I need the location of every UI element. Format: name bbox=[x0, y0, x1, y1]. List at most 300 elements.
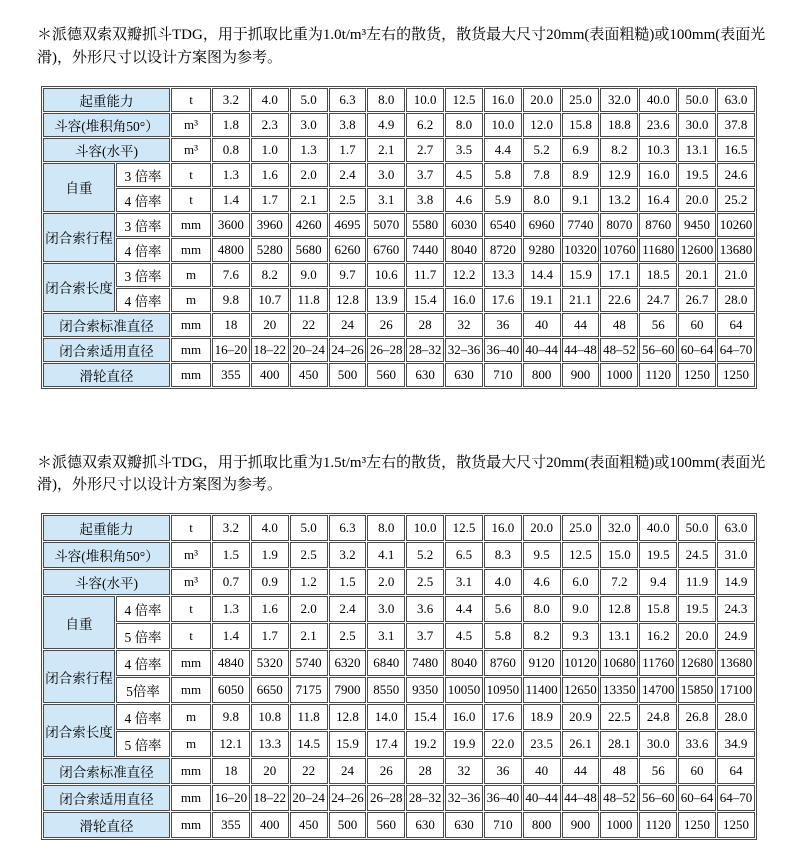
value-cell: 2.1 bbox=[290, 188, 328, 212]
value-cell: 9.3 bbox=[562, 623, 600, 649]
value-cell: 24–26 bbox=[329, 338, 367, 362]
value-cell: 22 bbox=[290, 313, 328, 337]
value-cell: 8720 bbox=[484, 238, 522, 262]
spec-table-body bbox=[43, 515, 755, 838]
unit-cell: mm bbox=[171, 238, 211, 262]
value-cell: 24–26 bbox=[329, 785, 367, 811]
value-cell: 6.5 bbox=[445, 542, 483, 568]
value-cell: 17.1 bbox=[600, 263, 638, 287]
table-row bbox=[43, 758, 755, 784]
value-cell: 12.5 bbox=[445, 88, 483, 112]
value-cell: 36 bbox=[484, 313, 522, 337]
value-cell: 4.9 bbox=[367, 113, 405, 137]
value-cell: 15.9 bbox=[562, 263, 600, 287]
value-cell: 630 bbox=[406, 812, 444, 838]
value-cell: 5580 bbox=[406, 213, 444, 237]
value-cell: 16.0 bbox=[445, 704, 483, 730]
value-cell: 20 bbox=[251, 313, 289, 337]
value-cell: 10050 bbox=[445, 677, 483, 703]
unit-cell: m³ bbox=[171, 113, 211, 137]
value-cell: 22.6 bbox=[600, 288, 638, 312]
value-cell: 900 bbox=[562, 812, 600, 838]
value-cell: 5.8 bbox=[484, 623, 522, 649]
row-label: 自重 bbox=[43, 596, 115, 649]
value-cell: 5680 bbox=[290, 238, 328, 262]
value-cell: 24 bbox=[329, 758, 367, 784]
value-cell: 56 bbox=[639, 313, 677, 337]
table-row bbox=[43, 569, 755, 595]
table-row bbox=[43, 731, 755, 757]
value-cell: 17.6 bbox=[484, 704, 522, 730]
value-cell: 24.5 bbox=[678, 542, 716, 568]
row-sublabel: 4 倍率 bbox=[116, 188, 170, 212]
value-cell: 26 bbox=[367, 313, 405, 337]
row-sublabel: 5 倍率 bbox=[116, 623, 170, 649]
value-cell: 3.0 bbox=[367, 596, 405, 622]
value-cell: 2.5 bbox=[290, 542, 328, 568]
value-cell: 10.3 bbox=[639, 138, 677, 162]
value-cell: 10680 bbox=[600, 650, 638, 676]
value-cell: 355 bbox=[212, 812, 250, 838]
value-cell: 3.2 bbox=[212, 515, 250, 541]
value-cell: 8760 bbox=[639, 213, 677, 237]
value-cell: 12650 bbox=[562, 677, 600, 703]
table-row bbox=[43, 263, 755, 287]
value-cell: 2.3 bbox=[251, 113, 289, 137]
value-cell: 1.8 bbox=[212, 113, 250, 137]
value-cell: 2.4 bbox=[329, 596, 367, 622]
value-cell: 22.0 bbox=[484, 731, 522, 757]
value-cell: 400 bbox=[251, 812, 289, 838]
value-cell: 17.6 bbox=[484, 288, 522, 312]
value-cell: 3.0 bbox=[290, 113, 328, 137]
value-cell: 28–32 bbox=[406, 785, 444, 811]
value-cell: 26.7 bbox=[678, 288, 716, 312]
value-cell: 7740 bbox=[562, 213, 600, 237]
value-cell: 5.0 bbox=[290, 88, 328, 112]
value-cell: 15.4 bbox=[406, 704, 444, 730]
value-cell: 16.0 bbox=[484, 88, 522, 112]
row-label: 起重能力 bbox=[43, 515, 170, 541]
value-cell: 12680 bbox=[678, 650, 716, 676]
value-cell: 6540 bbox=[484, 213, 522, 237]
value-cell: 12.5 bbox=[562, 542, 600, 568]
value-cell: 8070 bbox=[600, 213, 638, 237]
row-sublabel: 5 倍率 bbox=[116, 731, 170, 757]
value-cell: 10.7 bbox=[251, 288, 289, 312]
row-sublabel: 4 倍率 bbox=[116, 650, 170, 676]
value-cell: 4.1 bbox=[367, 542, 405, 568]
value-cell: 2.0 bbox=[290, 596, 328, 622]
value-cell: 15.4 bbox=[406, 288, 444, 312]
value-cell: 4.4 bbox=[484, 138, 522, 162]
value-cell: 6320 bbox=[329, 650, 367, 676]
table-row bbox=[43, 596, 755, 622]
value-cell: 20.0 bbox=[678, 623, 716, 649]
value-cell: 44–48 bbox=[562, 785, 600, 811]
value-cell: 5.2 bbox=[523, 138, 561, 162]
table-row bbox=[43, 288, 755, 312]
value-cell: 450 bbox=[290, 363, 328, 387]
value-cell: 16.0 bbox=[639, 163, 677, 187]
unit-cell: mm bbox=[171, 363, 211, 387]
value-cell: 28 bbox=[406, 758, 444, 784]
value-cell: 2.7 bbox=[406, 138, 444, 162]
value-cell: 44–48 bbox=[562, 338, 600, 362]
value-cell: 1.3 bbox=[212, 163, 250, 187]
value-cell: 18.5 bbox=[639, 263, 677, 287]
row-label: 闭合索适用直径 bbox=[43, 785, 170, 811]
value-cell: 32–36 bbox=[445, 338, 483, 362]
value-cell: 16–20 bbox=[212, 338, 250, 362]
value-cell: 9.7 bbox=[329, 263, 367, 287]
value-cell: 32 bbox=[445, 313, 483, 337]
value-cell: 3.1 bbox=[367, 188, 405, 212]
unit-cell: mm bbox=[171, 313, 211, 337]
value-cell: 20–24 bbox=[290, 785, 328, 811]
value-cell: 5.0 bbox=[290, 515, 328, 541]
value-cell: 4.4 bbox=[445, 596, 483, 622]
value-cell: 3.2 bbox=[329, 542, 367, 568]
value-cell: 19.1 bbox=[523, 288, 561, 312]
value-cell: 14.9 bbox=[717, 569, 755, 595]
value-cell: 48 bbox=[600, 313, 638, 337]
row-sublabel: 3 倍率 bbox=[116, 213, 170, 237]
table-row bbox=[43, 88, 755, 112]
value-cell: 12600 bbox=[678, 238, 716, 262]
value-cell: 19.5 bbox=[678, 163, 716, 187]
value-cell: 10.0 bbox=[406, 88, 444, 112]
value-cell: 17.4 bbox=[367, 731, 405, 757]
value-cell: 1.4 bbox=[212, 188, 250, 212]
value-cell: 13.2 bbox=[600, 188, 638, 212]
unit-cell: t bbox=[171, 163, 211, 187]
value-cell: 40 bbox=[523, 758, 561, 784]
value-cell: 36 bbox=[484, 758, 522, 784]
value-cell: 1.0 bbox=[251, 138, 289, 162]
value-cell: 1.5 bbox=[329, 569, 367, 595]
value-cell: 710 bbox=[484, 812, 522, 838]
value-cell: 28.1 bbox=[600, 731, 638, 757]
table-row bbox=[43, 542, 755, 568]
unit-cell: m bbox=[171, 288, 211, 312]
row-label: 斗容(堆积角50°） bbox=[43, 542, 170, 568]
value-cell: 7.2 bbox=[600, 569, 638, 595]
value-cell: 560 bbox=[367, 363, 405, 387]
value-cell: 2.1 bbox=[367, 138, 405, 162]
value-cell: 1000 bbox=[600, 812, 638, 838]
value-cell: 16–20 bbox=[212, 785, 250, 811]
value-cell: 32.0 bbox=[600, 88, 638, 112]
value-cell: 8.2 bbox=[251, 263, 289, 287]
value-cell: 13680 bbox=[717, 238, 755, 262]
value-cell: 14.0 bbox=[367, 704, 405, 730]
value-cell: 2.5 bbox=[406, 569, 444, 595]
value-cell: 3.8 bbox=[329, 113, 367, 137]
value-cell: 3.1 bbox=[367, 623, 405, 649]
value-cell: 1.5 bbox=[212, 542, 250, 568]
value-cell: 1000 bbox=[600, 363, 638, 387]
value-cell: 5320 bbox=[251, 650, 289, 676]
value-cell: 1.9 bbox=[251, 542, 289, 568]
unit-cell: m bbox=[171, 263, 211, 287]
value-cell: 13.1 bbox=[678, 138, 716, 162]
value-cell: 28.0 bbox=[717, 288, 755, 312]
value-cell: 7900 bbox=[329, 677, 367, 703]
value-cell: 36–40 bbox=[484, 785, 522, 811]
value-cell: 3.2 bbox=[212, 88, 250, 112]
value-cell: 12.8 bbox=[600, 596, 638, 622]
value-cell: 32.0 bbox=[600, 515, 638, 541]
value-cell: 6840 bbox=[367, 650, 405, 676]
row-sublabel: 4 倍率 bbox=[116, 704, 170, 730]
value-cell: 40.0 bbox=[639, 515, 677, 541]
value-cell: 9.0 bbox=[290, 263, 328, 287]
value-cell: 4.0 bbox=[484, 569, 522, 595]
value-cell: 2.0 bbox=[290, 163, 328, 187]
value-cell: 18 bbox=[212, 313, 250, 337]
value-cell: 24.3 bbox=[717, 596, 755, 622]
row-label: 闭合索行程 bbox=[43, 213, 115, 262]
value-cell: 8.0 bbox=[367, 515, 405, 541]
value-cell: 1250 bbox=[678, 363, 716, 387]
value-cell: 40 bbox=[523, 313, 561, 337]
value-cell: 3.8 bbox=[406, 188, 444, 212]
value-cell: 11.8 bbox=[290, 704, 328, 730]
row-label: 闭合索长度 bbox=[43, 263, 115, 312]
row-sublabel: 4 倍率 bbox=[116, 238, 170, 262]
value-cell: 9.4 bbox=[639, 569, 677, 595]
value-cell: 10.8 bbox=[251, 704, 289, 730]
table-row bbox=[43, 650, 755, 676]
table-row bbox=[43, 163, 755, 187]
value-cell: 14.5 bbox=[290, 731, 328, 757]
value-cell: 4.0 bbox=[251, 88, 289, 112]
value-cell: 6.3 bbox=[329, 88, 367, 112]
value-cell: 2.5 bbox=[329, 623, 367, 649]
row-label: 斗容(堆积角50°） bbox=[43, 113, 170, 137]
value-cell: 8040 bbox=[445, 238, 483, 262]
value-cell: 8.0 bbox=[523, 596, 561, 622]
table-row bbox=[43, 213, 755, 237]
value-cell: 8760 bbox=[484, 650, 522, 676]
value-cell: 25.0 bbox=[562, 515, 600, 541]
row-sublabel: 5倍率 bbox=[116, 677, 170, 703]
value-cell: 15.0 bbox=[600, 542, 638, 568]
value-cell: 18 bbox=[212, 758, 250, 784]
value-cell: 11680 bbox=[639, 238, 677, 262]
unit-cell: mm bbox=[171, 677, 211, 703]
value-cell: 0.9 bbox=[251, 569, 289, 595]
value-cell: 12.8 bbox=[329, 288, 367, 312]
value-cell: 10760 bbox=[600, 238, 638, 262]
unit-cell: m bbox=[171, 704, 211, 730]
unit-cell: m³ bbox=[171, 542, 211, 568]
value-cell: 13.1 bbox=[600, 623, 638, 649]
value-cell: 9.0 bbox=[562, 596, 600, 622]
unit-cell: mm bbox=[171, 650, 211, 676]
value-cell: 18–22 bbox=[251, 338, 289, 362]
value-cell: 6050 bbox=[212, 677, 250, 703]
value-cell: 4840 bbox=[212, 650, 250, 676]
value-cell: 64–70 bbox=[717, 785, 755, 811]
table-row bbox=[43, 138, 755, 162]
value-cell: 25.2 bbox=[717, 188, 755, 212]
value-cell: 1.2 bbox=[290, 569, 328, 595]
value-cell: 710 bbox=[484, 363, 522, 387]
value-cell: 5280 bbox=[251, 238, 289, 262]
value-cell: 8.9 bbox=[562, 163, 600, 187]
value-cell: 6.0 bbox=[562, 569, 600, 595]
unit-cell: mm bbox=[171, 338, 211, 362]
value-cell: 6.2 bbox=[406, 113, 444, 137]
value-cell: 48 bbox=[600, 758, 638, 784]
value-cell: 1.4 bbox=[212, 623, 250, 649]
value-cell: 36–40 bbox=[484, 338, 522, 362]
value-cell: 355 bbox=[212, 363, 250, 387]
value-cell: 20–24 bbox=[290, 338, 328, 362]
value-cell: 500 bbox=[329, 812, 367, 838]
value-cell: 8.0 bbox=[367, 88, 405, 112]
value-cell: 32 bbox=[445, 758, 483, 784]
value-cell: 28 bbox=[406, 313, 444, 337]
value-cell: 26–28 bbox=[367, 338, 405, 362]
table-row bbox=[43, 704, 755, 730]
value-cell: 22 bbox=[290, 758, 328, 784]
value-cell: 15.9 bbox=[329, 731, 367, 757]
value-cell: 6960 bbox=[523, 213, 561, 237]
value-cell: 12.1 bbox=[212, 731, 250, 757]
value-cell: 16.2 bbox=[639, 623, 677, 649]
unit-cell: t bbox=[171, 623, 211, 649]
value-cell: 1.7 bbox=[329, 138, 367, 162]
value-cell: 14700 bbox=[639, 677, 677, 703]
value-cell: 6.9 bbox=[562, 138, 600, 162]
value-cell: 11400 bbox=[523, 677, 561, 703]
value-cell: 5.9 bbox=[484, 188, 522, 212]
value-cell: 26.1 bbox=[562, 731, 600, 757]
value-cell: 4.5 bbox=[445, 163, 483, 187]
value-cell: 24.6 bbox=[717, 163, 755, 187]
value-cell: 800 bbox=[523, 812, 561, 838]
table-row bbox=[43, 363, 755, 387]
unit-cell: mm bbox=[171, 785, 211, 811]
table-row bbox=[43, 188, 755, 212]
value-cell: 11.8 bbox=[290, 288, 328, 312]
value-cell: 20.0 bbox=[523, 88, 561, 112]
value-cell: 17100 bbox=[717, 677, 755, 703]
value-cell: 1.7 bbox=[251, 623, 289, 649]
value-cell: 12.9 bbox=[600, 163, 638, 187]
value-cell: 44 bbox=[562, 758, 600, 784]
value-cell: 16.4 bbox=[639, 188, 677, 212]
unit-cell: m³ bbox=[171, 138, 211, 162]
value-cell: 10.6 bbox=[367, 263, 405, 287]
value-cell: 9450 bbox=[678, 213, 716, 237]
value-cell: 13680 bbox=[717, 650, 755, 676]
value-cell: 9.5 bbox=[523, 542, 561, 568]
value-cell: 500 bbox=[329, 363, 367, 387]
value-cell: 56–60 bbox=[639, 338, 677, 362]
value-cell: 64 bbox=[717, 313, 755, 337]
row-label: 斗容(水平) bbox=[43, 138, 170, 162]
value-cell: 9.8 bbox=[212, 288, 250, 312]
value-cell: 6260 bbox=[329, 238, 367, 262]
row-sublabel: 3 倍率 bbox=[116, 263, 170, 287]
value-cell: 4695 bbox=[329, 213, 367, 237]
value-cell: 1.3 bbox=[212, 596, 250, 622]
value-cell: 3.7 bbox=[406, 163, 444, 187]
value-cell: 7440 bbox=[406, 238, 444, 262]
value-cell: 8550 bbox=[367, 677, 405, 703]
row-label: 斗容(水平) bbox=[43, 569, 170, 595]
value-cell: 20.9 bbox=[562, 704, 600, 730]
value-cell: 10260 bbox=[717, 213, 755, 237]
value-cell: 10.0 bbox=[406, 515, 444, 541]
value-cell: 26 bbox=[367, 758, 405, 784]
value-cell: 7.6 bbox=[212, 263, 250, 287]
row-label: 闭合索标准直径 bbox=[43, 758, 170, 784]
value-cell: 9.1 bbox=[562, 188, 600, 212]
unit-cell: mm bbox=[171, 758, 211, 784]
value-cell: 16.0 bbox=[445, 288, 483, 312]
value-cell: 450 bbox=[290, 812, 328, 838]
value-cell: 18.8 bbox=[600, 113, 638, 137]
value-cell: 60 bbox=[678, 758, 716, 784]
value-cell: 7480 bbox=[406, 650, 444, 676]
value-cell: 48–52 bbox=[600, 338, 638, 362]
value-cell: 5070 bbox=[367, 213, 405, 237]
value-cell: 31.0 bbox=[717, 542, 755, 568]
value-cell: 40.0 bbox=[639, 88, 677, 112]
row-sublabel: 3 倍率 bbox=[116, 163, 170, 187]
value-cell: 16.5 bbox=[717, 138, 755, 162]
value-cell: 10.0 bbox=[484, 113, 522, 137]
value-cell: 24.8 bbox=[639, 704, 677, 730]
intro-paragraph-1: ＊派德双索双瓣抓斗TDG，用于抓取比重为1.0t/m³左右的散货，散货最大尺寸20mm(表面粗糙)或100mm(表面光滑)，外形尺寸以设计方案图为参考。 bbox=[37, 27, 766, 66]
value-cell: 8.3 bbox=[484, 542, 522, 568]
value-cell: 32–36 bbox=[445, 785, 483, 811]
unit-cell: m bbox=[171, 731, 211, 757]
value-cell: 7175 bbox=[290, 677, 328, 703]
value-cell: 20 bbox=[251, 758, 289, 784]
value-cell: 13.9 bbox=[367, 288, 405, 312]
value-cell: 3960 bbox=[251, 213, 289, 237]
spec-table-body bbox=[43, 88, 755, 387]
table-row bbox=[43, 623, 755, 649]
value-cell: 630 bbox=[445, 812, 483, 838]
value-cell: 5740 bbox=[290, 650, 328, 676]
value-cell: 9280 bbox=[523, 238, 561, 262]
value-cell: 23.6 bbox=[639, 113, 677, 137]
value-cell: 50.0 bbox=[678, 515, 716, 541]
value-cell: 11760 bbox=[639, 650, 677, 676]
value-cell: 48–52 bbox=[600, 785, 638, 811]
row-sublabel: 4 倍率 bbox=[116, 596, 170, 622]
table-row bbox=[43, 238, 755, 262]
value-cell: 4260 bbox=[290, 213, 328, 237]
value-cell: 60–64 bbox=[678, 785, 716, 811]
value-cell: 20.0 bbox=[523, 515, 561, 541]
value-cell: 1.3 bbox=[290, 138, 328, 162]
value-cell: 2.0 bbox=[367, 569, 405, 595]
section-grab-density-1-0 bbox=[37, 24, 786, 389]
value-cell: 63.0 bbox=[717, 88, 755, 112]
row-label: 滑轮直径 bbox=[43, 812, 170, 838]
value-cell: 8040 bbox=[445, 650, 483, 676]
value-cell: 19.5 bbox=[678, 596, 716, 622]
value-cell: 28–32 bbox=[406, 338, 444, 362]
